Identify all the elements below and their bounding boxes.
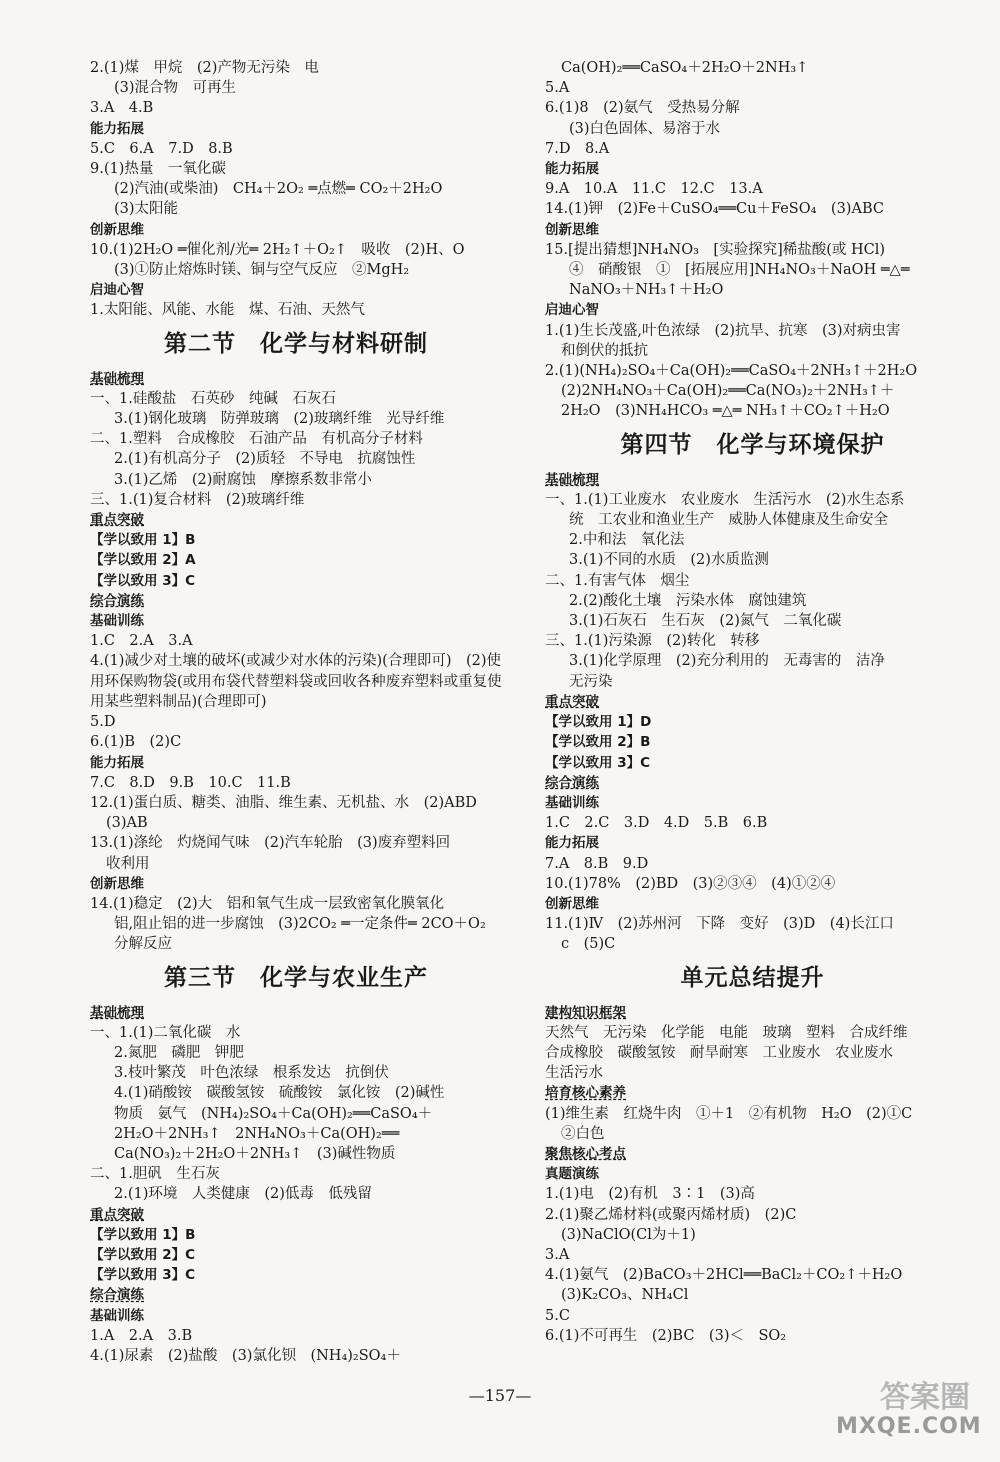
answer-line: 6.(1)8 (2)氨气 受热易分解 xyxy=(545,100,740,117)
section-label: 【学以致用 1】B xyxy=(90,532,196,549)
answer-line: 4.(1)尿素 (2)盐酸 (3)氯化钡 (NH₄)₂SO₄＋ xyxy=(90,1347,401,1364)
answer-line: 一、1.硅酸盐 石英砂 纯碱 石灰石 xyxy=(90,390,336,407)
answer-line: c (5)C xyxy=(561,936,616,953)
section-label: 【学以致用 1】D xyxy=(545,714,652,731)
answer-line: ②白色 xyxy=(561,1125,605,1142)
answer-line: 7.D 8.A xyxy=(545,140,610,157)
answer-line: 二、1.有害气体 烟尘 xyxy=(545,572,690,589)
section-label: 培育核心素养 xyxy=(545,1085,626,1102)
answer-line: 分解反应 xyxy=(114,936,172,953)
section-label: 启迪心智 xyxy=(90,282,144,299)
section-label: 基础梳理 xyxy=(545,471,599,488)
answer-line: (3)K₂CO₃、NH₄Cl xyxy=(561,1287,689,1304)
answer-line: 6.(1)B (2)C xyxy=(90,734,182,751)
answer-line: 三、1.(1)复合材料 (2)玻璃纤维 xyxy=(90,491,305,508)
answer-line: 6.(1)不可再生 (2)BC (3)＜ SO₂ xyxy=(545,1327,787,1344)
answer-line: 3.A 4.B xyxy=(90,100,154,117)
answer-line: ④ 硝酸银 ① [拓展应用]NH₄NO₃＋NaOH ═△═ xyxy=(569,262,910,279)
answer-line: 3.(1)石灰石 生石灰 (2)氮气 二氧化碳 xyxy=(569,613,842,630)
answer-line: 4.(1)减少对土壤的破坏(或减少对水体的污染)(合理即可) (2)使用环保购物袋(或用布袋代替塑料袋或回收各种废弃塑料或重复使用某些塑料制品)(合理即可) xyxy=(90,653,502,710)
section-label: 【学以致用 2】A xyxy=(90,552,196,569)
answer-line: 合成橡胶 碳酸氢铵 耐旱耐寒 工业废水 农业废水 xyxy=(545,1044,893,1061)
section-label: 【学以致用 3】C xyxy=(90,572,196,589)
answer-line: 统 工农业和渔业生产 威胁人体健康及生命安全 xyxy=(569,512,888,529)
answer-line: 2.(2)酸化土壤 污染水体 腐蚀建筑 xyxy=(569,592,807,609)
answer-line: 2.(1)环境 人类健康 (2)低毒 低残留 xyxy=(114,1186,372,1203)
right-column xyxy=(545,58,960,1346)
answer-line: 13.(1)涤纶 灼烧闻气味 (2)汽车轮胎 (3)废弃塑料回 xyxy=(90,835,451,852)
answer-line: 7.C 8.D 9.B 10.C 11.B xyxy=(90,774,291,791)
answer-line: 14.(1)稳定 (2)大 铝和氧气生成一层致密氧化膜氧化 xyxy=(90,895,445,912)
section-label: 综合演练 xyxy=(90,592,144,609)
answer-line: 5.A xyxy=(545,80,570,97)
answer-line: (3)混合物 可再生 xyxy=(114,80,237,97)
section-label: 综合演练 xyxy=(90,1287,144,1304)
answer-line: 天然气 无污染 化学能 电能 玻璃 塑料 合成纤维 xyxy=(545,1024,908,1041)
answer-line: (2)汽油(或柴油) CH₄＋2O₂ ═点燃═ CO₂＋2H₂O xyxy=(114,181,443,198)
section-label: 基础梳理 xyxy=(90,370,144,387)
section-label: 能力拓展 xyxy=(545,161,599,178)
answer-line: 1.太阳能、风能、水能 煤、石油、天然气 xyxy=(90,302,365,319)
answer-line: (3)AB xyxy=(106,815,148,832)
answer-line: (3)白色固体、易溶于水 xyxy=(569,120,721,137)
section-label: 【学以致用 2】B xyxy=(545,734,651,751)
answer-line: (1)维生素 红烧牛肉 ①＋1 ②有机物 H₂O (2)①C xyxy=(545,1105,913,1122)
answer-line: (2)2NH₄NO₃＋Ca(OH)₂══Ca(NO₃)₂＋2NH₃↑＋ xyxy=(561,383,895,400)
answer-line: 2.(1)(NH₄)₂SO₄＋Ca(OH)₂══CaSO₄＋2NH₃↑＋2H₂O xyxy=(545,363,918,380)
answer-line: 1.C 2.C 3.D 4.D 5.B 6.B xyxy=(545,815,768,832)
section-label: 重点突破 xyxy=(90,512,144,529)
answer-line: 2.(1)聚乙烯材料(或聚丙烯材质) (2)C xyxy=(545,1206,797,1223)
answer-line: 7.A 8.B 9.D xyxy=(545,855,649,872)
answer-line: 3.(1)钢化玻璃 防弹玻璃 (2)玻璃纤维 光导纤维 xyxy=(114,411,445,428)
answer-line: 4.(1)硝酸铵 碳酸氢铵 硫酸铵 氯化铵 (2)碱性 xyxy=(114,1085,445,1102)
section-label: 【学以致用 2】C xyxy=(90,1246,196,1263)
answer-line: 2H₂O＋2NH₃↑ 2NH₄NO₃＋Ca(OH)₂══ xyxy=(114,1125,400,1142)
answer-line: 5.C xyxy=(545,1307,570,1324)
answer-line: (3)太阳能 xyxy=(114,201,179,218)
section-label: 综合演练 xyxy=(545,774,599,791)
answer-line: 二、1.胆矾 生石灰 xyxy=(90,1166,220,1183)
answer-line: 铝,阻止铝的进一步腐蚀 (3)2CO₂ ═一定条件═ 2CO＋O₂ xyxy=(114,916,486,933)
answer-line: 2H₂O (3)NH₄HCO₃ ═△═ NH₃↑＋CO₂↑＋H₂O xyxy=(561,403,890,420)
answer-line: 9.(1)热量 一氧化碳 xyxy=(90,161,226,178)
answer-line: 1.(1)生长茂盛,叶色浓绿 (2)抗旱、抗寒 (3)对病虫害 xyxy=(545,322,901,339)
answer-line: 4.(1)氨气 (2)BaCO₃＋2HCl══BaCl₂＋CO₂↑＋H₂O xyxy=(545,1267,903,1284)
answer-line: 2.(1)有机高分子 (2)质轻 不导电 抗腐蚀性 xyxy=(114,451,416,468)
section-label: 真题演练 xyxy=(545,1166,599,1183)
answer-line: Ca(NO₃)₂＋2H₂O＋2NH₃↑ (3)碱性物质 xyxy=(114,1145,396,1162)
answer-line: 10.(1)2H₂O ═催化剂/光═ 2H₂↑＋O₂↑ 吸收 (2)H、O xyxy=(90,241,465,258)
section-label: 能力拓展 xyxy=(90,120,144,137)
left-column xyxy=(90,58,502,1366)
answer-line: 11.(1)Ⅳ (2)苏州河 下降 变好 (3)D (4)长江口 xyxy=(545,916,894,933)
watermark-logo: 答案圈 xyxy=(880,1380,970,1415)
section-label: 重点突破 xyxy=(545,693,599,710)
answer-line: 2.氮肥 磷肥 钾肥 xyxy=(114,1044,244,1061)
answer-line: 15.[提出猜想]NH₄NO₃ [实验探究]稀盐酸(或 HCl) xyxy=(545,241,886,258)
watermark-text: MXQE.COM xyxy=(836,1414,982,1439)
section-title: 第二节 化学与材料研制 xyxy=(164,330,428,357)
section-title: 单元总结提升 xyxy=(680,964,825,991)
answer-line: (3)①防止熔炼时镁、铜与空气反应 ②MgH₂ xyxy=(114,262,410,279)
section-label: 【学以致用 3】C xyxy=(90,1267,196,1284)
answer-line: 一、1.(1)工业废水 农业废水 生活污水 (2)水生态系 xyxy=(545,491,905,508)
answer-line: 3.枝叶繁茂 叶色浓绿 根系发达 抗倒伏 xyxy=(114,1065,389,1082)
answer-line: 无污染 xyxy=(569,673,613,690)
section-label: 启迪心智 xyxy=(545,302,599,319)
page-number: —157— xyxy=(468,1386,532,1405)
section-label: 基础训练 xyxy=(545,794,599,811)
section-label: 基础梳理 xyxy=(90,1004,144,1021)
answer-line: 3.(1)乙烯 (2)耐腐蚀 摩擦系数非常小 xyxy=(114,471,372,488)
answer-line: 3.A xyxy=(545,1246,570,1263)
answer-line: 收利用 xyxy=(106,855,150,872)
answer-line: 三、1.(1)污染源 (2)转化 转移 xyxy=(545,633,760,650)
section-label: 创新思维 xyxy=(90,221,144,238)
answer-line: 1.C 2.A 3.A xyxy=(90,633,193,650)
section-label: 基础训练 xyxy=(90,613,144,630)
section-label: 创新思维 xyxy=(545,221,599,238)
answer-line: 1.(1)电 (2)有机 3∶1 (3)高 xyxy=(545,1186,755,1203)
section-label: 创新思维 xyxy=(90,875,144,892)
section-label: 创新思维 xyxy=(545,895,599,912)
section-label: 重点突破 xyxy=(90,1206,144,1223)
answer-line: NaNO₃＋NH₃↑＋H₂O xyxy=(569,282,724,299)
answer-line: 二、1.塑料 合成橡胶 石油产品 有机高分子材料 xyxy=(90,431,423,448)
section-label: 聚焦核心考点 xyxy=(545,1145,626,1162)
section-label: 能力拓展 xyxy=(545,835,599,852)
answer-line: 一、1.(1)二氧化碳 水 xyxy=(90,1024,241,1041)
answer-line: 3.(1)不同的水质 (2)水质监测 xyxy=(569,552,769,569)
section-label: 【学以致用 1】B xyxy=(90,1226,196,1243)
section-label: 基础训练 xyxy=(90,1307,144,1324)
section-title: 第四节 化学与环境保护 xyxy=(620,431,885,458)
section-label: 能力拓展 xyxy=(90,754,144,771)
answer-line: 9.A 10.A 11.C 12.C 13.A xyxy=(545,181,763,198)
answer-line: (3)NaClO(Cl为＋1) xyxy=(561,1226,696,1243)
section-label: 建构知识框架 xyxy=(545,1004,626,1021)
answer-line: 生活污水 xyxy=(545,1065,603,1082)
section-title: 第三节 化学与农业生产 xyxy=(164,964,428,991)
section-label: 【学以致用 3】C xyxy=(545,754,651,771)
answer-line: 10.(1)78% (2)BD (3)②③④ (4)①②④ xyxy=(545,875,836,892)
answer-line: 2.(1)煤 甲烷 (2)产物无污染 电 xyxy=(90,60,319,76)
answer-line: 14.(1)钾 (2)Fe＋CuSO₄══Cu＋FeSO₄ (3)ABC xyxy=(545,201,884,218)
answer-line: 3.(1)化学原理 (2)充分利用的 无毒害的 洁净 xyxy=(569,653,885,670)
answer-line: 物质 氨气 (NH₄)₂SO₄＋Ca(OH)₂══CaSO₄＋ xyxy=(114,1105,433,1122)
answer-line: 5.C 6.A 7.D 8.B xyxy=(90,140,233,157)
answer-line: Ca(OH)₂══CaSO₄＋2H₂O＋2NH₃↑ xyxy=(561,60,809,76)
answer-line: 5.D xyxy=(90,714,116,731)
answer-line: 和倒伏的抵抗 xyxy=(561,342,648,359)
answer-line: 1.A 2.A 3.B xyxy=(90,1327,193,1344)
answer-line: 12.(1)蛋白质、糖类、油脂、维生素、无机盐、水 (2)ABD xyxy=(90,794,477,811)
answer-line: 2.中和法 氧化法 xyxy=(569,532,685,549)
